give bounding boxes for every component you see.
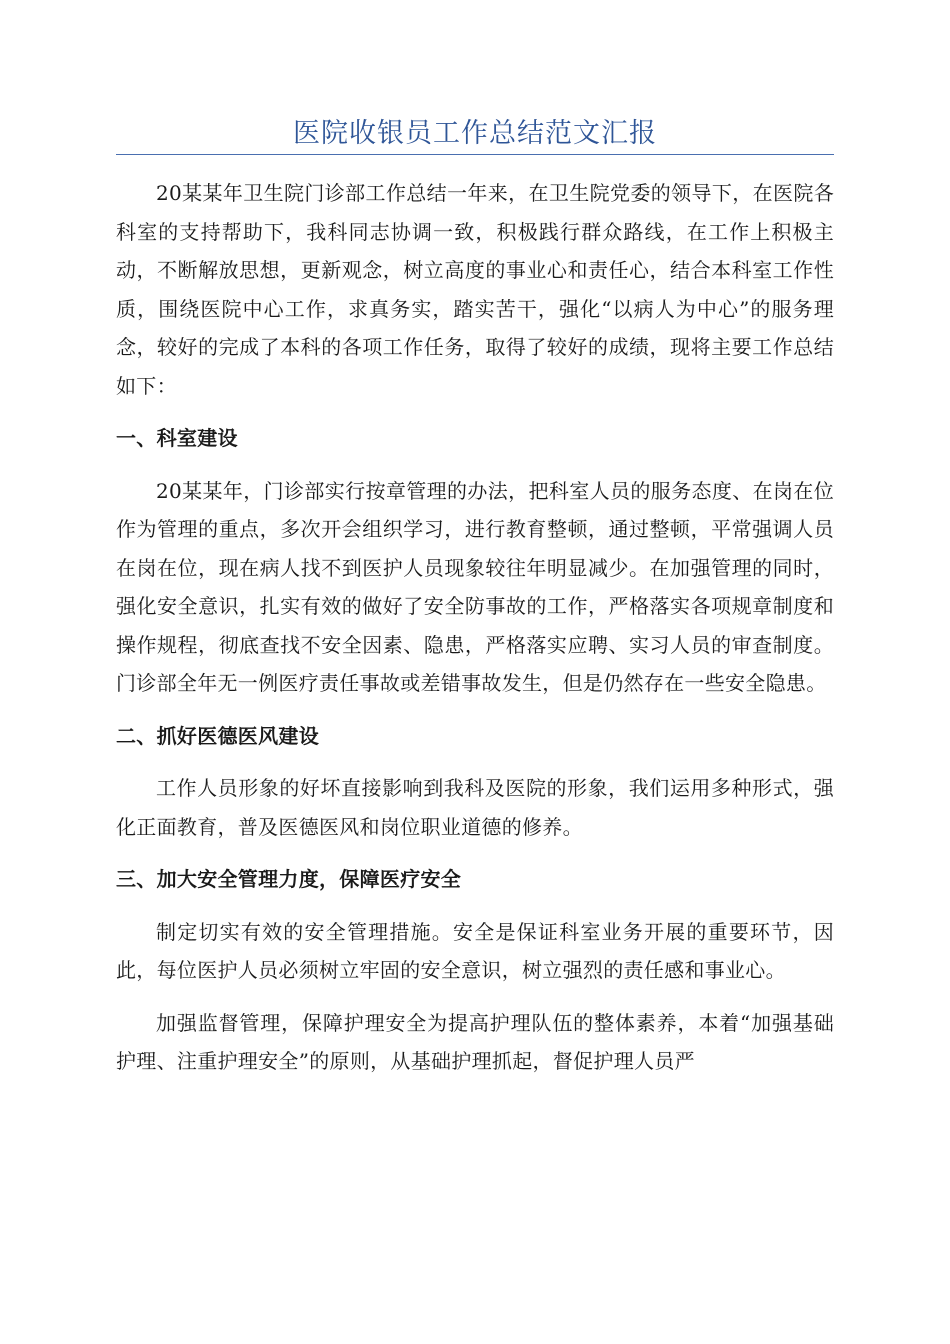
title-underline xyxy=(116,154,834,155)
document-title: 医院收银员工作总结范文汇报 xyxy=(293,118,657,149)
heading-section-3: 三、加大安全管理力度，保障医疗安全 xyxy=(116,867,462,891)
heading-section-1: 一、科室建设 xyxy=(116,426,238,450)
paragraph-intro: 20某某年卫生院门诊部工作总结一年来，在卫生院党委的领导下，在医院各科室的支持帮助下，我科同志协调一致，积极践行群众路线，在工作上积极主动，不断解放思想，更新观念，树立高度的事业心和责任心，结合本科室工作性质，围绕医院中心工作，求真务实，踏实苦干，强化“以病人为中心”的服务理念，较好的完成了本科的各项工作任务，取得了较好的成绩，现将主要工作总结如下： xyxy=(116,181,834,398)
heading-section-2: 二、抓好医德医风建设 xyxy=(116,723,319,748)
paragraph-section-1: 20某某年，门诊部实行按章管理的办法，把科室人员的服务态度、在岗在位作为管理的重点，多次开会组织学习，进行教育整顿，通过整顿，平常强调人员在岗在位，现在病人找不到医护人员现象较往年明显减少。在加强管理的同时，强化安全意识，扎实有效的做好了安全防事故的工作，严格落实各项规章制度和操作规程，彻底查找不安全因素、隐患，严格落实应聘、实习人员的审查制度。门诊部全年无一例医疗责任事故或差错事故发生，但是仍然存在一些安全隐患。 xyxy=(116,478,834,695)
paragraph-section-3a: 制定切实有效的安全管理措施。安全是保证科室业务开展的重要环节，因此，每位医护人员必须树立牢固的安全意识，树立强烈的责任感和事业心。 xyxy=(116,919,834,982)
document-body xyxy=(116,174,834,1095)
paragraph-section-3b: 加强监督管理，保障护理安全为提高护理队伍的整体素养，本着“加强基础护理、注重护理安全”的原则，从基础护理抓起，督促护理人员严 xyxy=(116,1010,834,1073)
paragraph-section-2: 工作人员形象的好坏直接影响到我科及医院的形象，我们运用多种形式，强化正面教育，普及医德医风和岗位职业道德的修养。 xyxy=(116,776,834,839)
